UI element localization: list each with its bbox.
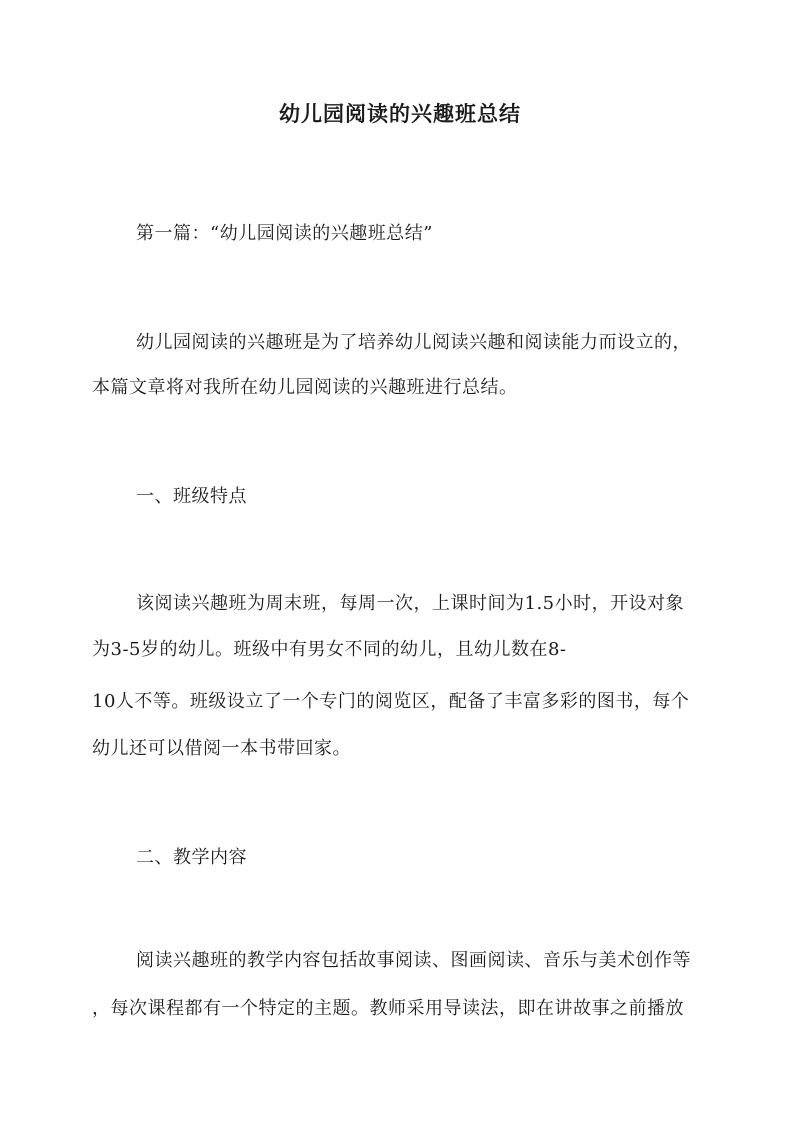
section-1-heading: 一、班级特点 (136, 486, 247, 507)
intro-line-1: 幼儿园阅读的兴趣班是为了培养幼儿阅读兴趣和阅读能力而设立的， (136, 332, 691, 353)
section-2-heading: 二、教学内容 (136, 847, 247, 868)
section-2-line-1: 阅读兴趣班的教学内容包括故事阅读、图画阅读、音乐与美术创作等 (136, 950, 691, 971)
part-heading: 第一篇：“幼儿园阅读的兴趣班总结” (136, 223, 433, 244)
section-1-line-2: 为3-5岁的幼儿。班级中有男女不同的幼儿，且幼儿数在8- (92, 639, 567, 660)
section-1-line-4: 幼儿还可以借阅一本书带回家。 (92, 738, 351, 759)
section-2-line-2: ，每次课程都有一个特定的主题。教师采用导读法，即在讲故事之前播放 (92, 998, 684, 1019)
section-1-line-1: 该阅读兴趣班为周末班，每周一次，上课时间为1.5小时，开设对象 (136, 593, 685, 614)
intro-line-2: 本篇文章将对我所在幼儿园阅读的兴趣班进行总结。 (92, 377, 518, 398)
document-title: 幼儿园阅读的兴趣班总结 (279, 101, 521, 126)
section-1-line-3: 10人不等。班级设立了一个专门的阅览区，配备了丰富多彩的图书，每个 (92, 691, 690, 712)
